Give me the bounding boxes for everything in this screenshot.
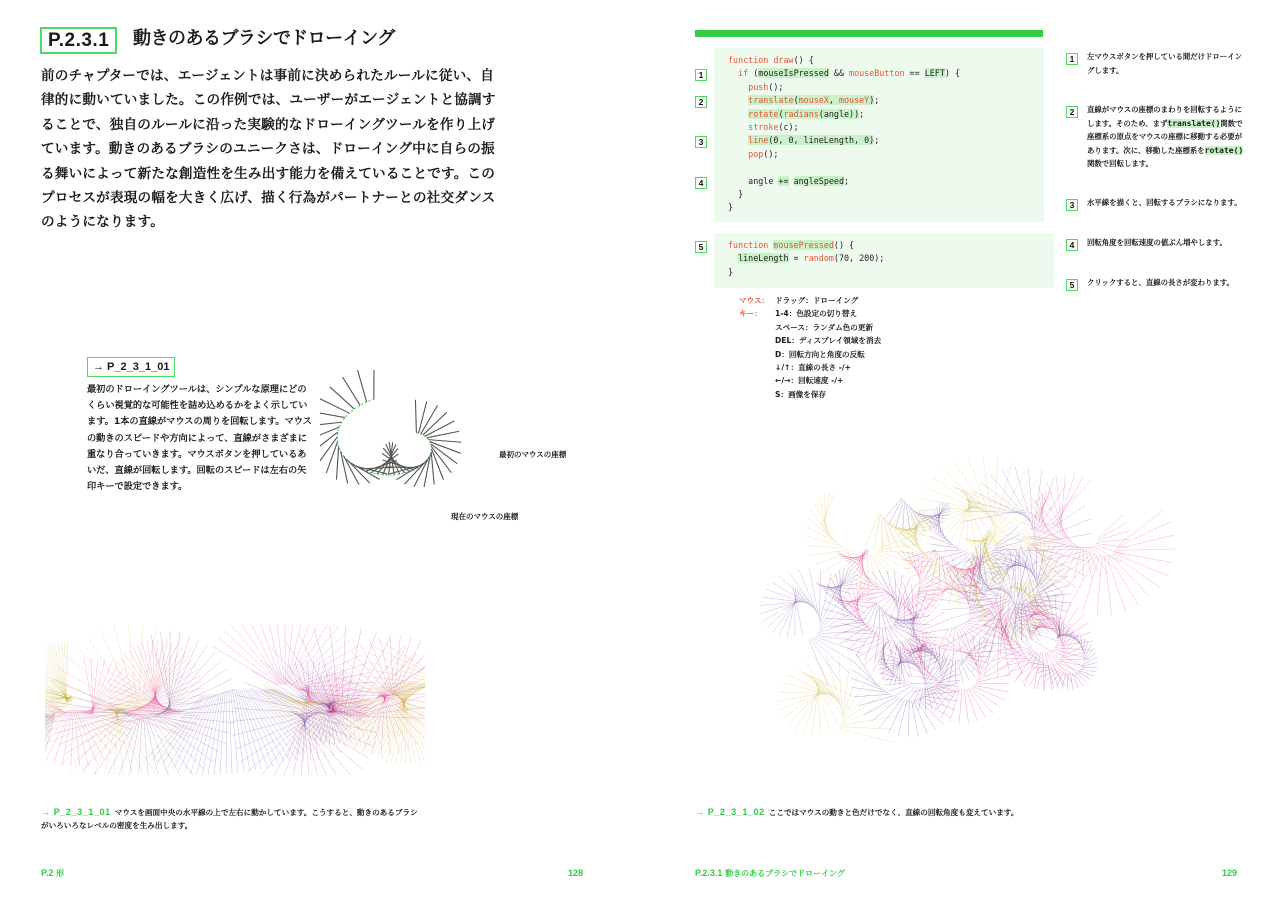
brush-stroke: [1023, 474, 1175, 615]
note-2-text: 関数で座標系の原点をマウスの座標に移動する必要があります。次に、移動した座標系を: [1087, 118, 1243, 155]
code-token: [728, 109, 748, 119]
code-token: translate: [748, 95, 794, 106]
code-token: line: [748, 135, 769, 146]
footer-part-title: 形: [56, 869, 65, 878]
code-token: [728, 135, 748, 145]
code-token: pop: [748, 148, 764, 159]
code-line: [728, 134, 879, 147]
note-5: クリックすると、直線の長さが変わります。: [1087, 278, 1234, 287]
code-token: (angle)): [818, 108, 860, 119]
note-marker-2: 2: [1066, 106, 1078, 118]
code-token: angleSpeed: [793, 175, 844, 186]
footer-section-title: 動きのあるブラシでドローイング: [725, 869, 845, 878]
artwork-p-2-3-1-02: [705, 425, 1235, 785]
note-2-code-translate: translate(): [1167, 118, 1221, 128]
brush-line: [336, 447, 338, 480]
code-token: () {: [793, 55, 814, 65]
code-token: (: [793, 95, 799, 106]
key-label: キー：: [739, 309, 762, 319]
code-line: [728, 108, 864, 121]
code-token: (0, 0, lineLength, 0): [768, 135, 875, 146]
note-3: 水平線を描くと、回転するブラシになります。: [1087, 198, 1242, 207]
code-line: [728, 252, 884, 265]
code-token: stroke: [748, 122, 779, 132]
brush-line: [430, 442, 461, 454]
brush-stroke: [50, 632, 236, 775]
code-line: [728, 121, 799, 134]
code-line: [728, 54, 814, 67]
key-item: S：画像を保存: [775, 389, 827, 399]
code-line: [728, 67, 960, 80]
code-token: rotate: [748, 108, 779, 119]
code-line: [728, 148, 778, 161]
intro-paragraph: 前のチャプターでは、エージェントは事前に決められたルールに従い、自律的に動いていました。この作例では、ユーザーがエージェントと協調することで、独自のルールに沿った実験的なドローイングツールを作り上げています。動きのあるブラシのユニークさは、ドローイング中に自らの振る舞いによって新たな創造性を生み出す能力を備えていることです。このプロセスが表現の幅を大きく広げ、描く行為がパートナーとの社交ダンスのようになります。: [41, 68, 496, 231]
page-number-right: [1222, 868, 1237, 878]
code-line: [728, 81, 783, 94]
code-token: [728, 82, 748, 92]
note-2-code-rotate: rotate(): [1204, 145, 1244, 155]
brush-stroke: [916, 456, 1060, 562]
caption-right-text: ここではマウスの動きと色だけでなく、直線の回転角度も変えています。: [768, 808, 1019, 817]
code-token: [728, 68, 738, 78]
code-token: random: [803, 253, 834, 264]
code-token: [728, 253, 738, 263]
code-token: LEFT: [924, 68, 945, 79]
brush-line: [320, 422, 342, 425]
code-token: ;: [859, 108, 865, 119]
footer-left: [41, 868, 64, 879]
note-2-text: 関数で回転します。: [1087, 159, 1153, 168]
code-token: ;: [874, 95, 880, 106]
note-marker-1: 1: [1066, 53, 1078, 65]
note-4: 回転角度を回転速度の値ぶん増やします。: [1087, 238, 1227, 247]
mouse-action: ドラッグ：ドローイング: [775, 296, 859, 305]
footer-right: [695, 868, 845, 879]
note-2-text: 直線がマウスの座標のまわりを回転するようにします。そのため、まず: [1087, 105, 1242, 128]
code-token: [789, 176, 794, 186]
artwork-p-2-3-1-01: [45, 625, 425, 775]
page-number-left: [568, 868, 583, 878]
caption-left: [41, 806, 421, 832]
footer-section: P.2.3.1: [695, 868, 723, 878]
code-token: (: [748, 68, 759, 79]
code-token: mouseY: [838, 95, 870, 106]
caption-right-ref: → P_2_3_1_02: [695, 807, 765, 817]
note-2: [1087, 103, 1247, 171]
code-marker-4: 4: [695, 177, 707, 189]
caption-right: [695, 806, 1095, 820]
code-token: ();: [763, 148, 779, 159]
code-line: [728, 266, 733, 279]
brush-stroke: [45, 642, 73, 742]
code-marker-2: 2: [695, 96, 707, 108]
section-title: 動きのあるブラシでドローイング: [133, 28, 395, 49]
code-token: ;: [874, 135, 880, 146]
code-token: ,: [828, 95, 839, 106]
sketch-reference-badge: → P_2_3_1_01: [87, 357, 175, 377]
key-item: 1-4：色設定の切り替え: [775, 309, 858, 319]
brush-line: [358, 370, 367, 402]
code-token: [728, 149, 748, 159]
brush-line: [431, 446, 451, 472]
note-1: 左マウスボタンを押している間だけドローイングします。: [1087, 52, 1242, 75]
brush-line: [428, 440, 461, 443]
section-number-badge: P.2.3.1: [40, 27, 117, 54]
code-token: [728, 95, 748, 105]
caption-left-text: マウスを画面中央の水平線の上で左右に動かしています。こうすると、動きのあるブラシがいろいろなレベルの密度を生み出します。: [41, 808, 418, 830]
code-token: ): [869, 95, 875, 106]
code-token: ) {: [944, 68, 960, 79]
code-token: ==: [904, 68, 925, 79]
code-marker-3: 3: [695, 136, 707, 148]
brush-stroke: [760, 568, 867, 686]
code-line: [728, 201, 733, 214]
code-token: (c);: [778, 122, 799, 132]
code-token: (70, 200);: [833, 253, 885, 264]
brush-line: [383, 448, 405, 473]
code-line: [728, 188, 743, 201]
code-marker-5: 5: [695, 241, 707, 253]
page-number-129: 129: [1222, 868, 1238, 878]
brush-stroke: [212, 625, 373, 762]
caption-left-ref: → P_2_3_1_01: [41, 807, 111, 817]
mouse-label: マウス：: [739, 296, 770, 305]
code-token: if: [738, 68, 749, 79]
code-token: radians: [783, 108, 819, 119]
page-number-128: 128: [568, 868, 584, 878]
sketch-description: 最初のドローイングツールは、シンプルな原理にどのくらい視覚的な可能性を詰め込めるかをよく示しています。1本の直線がマウスの周りを回転します。マウスの動きのスピードや方向によって、直線がさまざまに重なり合っていきます。マウスボタンを押しているあいだ、直線が回転します。回転のスピードは左右の矢印キーで設定できます。: [87, 384, 312, 493]
brush-stroke: [851, 642, 959, 737]
code-token: () {: [833, 240, 855, 250]
brush-line: [419, 401, 427, 433]
code-token: mousePressed: [773, 240, 834, 250]
code-token: draw: [773, 55, 794, 65]
brush-stroke: [777, 655, 896, 743]
code-token: }: [728, 189, 744, 199]
brush-line: [431, 452, 434, 485]
code-token: =: [788, 253, 804, 264]
key-item: ↓/↑：直線の長さ -/+: [775, 363, 851, 373]
code-token: &&: [828, 68, 850, 79]
code-line: [728, 175, 849, 188]
brush-line: [320, 412, 345, 418]
code-token: }: [728, 202, 734, 213]
note-marker-4: 4: [1066, 239, 1078, 251]
key-item: D：回転方向と角度の反転: [775, 349, 865, 359]
code-token: +=: [778, 175, 789, 186]
key-item: スペース：ランダム色の更新: [775, 322, 874, 332]
code-token: ;: [843, 175, 850, 186]
code-token: lineLength: [738, 253, 789, 264]
footer-part: P.2: [41, 868, 54, 878]
code-token: function: [728, 55, 774, 65]
code-token: }: [728, 266, 734, 277]
code-line: [728, 94, 879, 107]
first-mouse-label: 最初のマウスの座標: [499, 450, 567, 459]
code-token: [728, 122, 748, 132]
code-token: mouseX: [798, 95, 829, 106]
code-token: ();: [768, 81, 784, 92]
code-token: function: [728, 240, 774, 250]
note-marker-5: 5: [1066, 279, 1078, 291]
controls-legend: [739, 294, 881, 401]
note-marker-3: 3: [1066, 199, 1078, 211]
code-token: (: [778, 108, 784, 119]
brush-line: [415, 400, 416, 433]
code-token: push: [748, 81, 769, 92]
brush-line: [424, 454, 430, 486]
key-item: ←/→：回転速度 -/+: [775, 376, 844, 386]
code-line: [728, 239, 854, 252]
key-item: DEL：ディスプレイ領域を消去: [775, 336, 882, 346]
code-token: mouseButton: [849, 68, 905, 79]
accent-bar: [695, 30, 1043, 37]
code-token: angle: [728, 175, 779, 186]
current-mouse-label: 現在のマウスの座標: [451, 512, 519, 521]
brush-line: [326, 442, 337, 473]
code-token: mouseIsPressed: [758, 68, 829, 79]
code-marker-1: 1: [695, 69, 707, 81]
